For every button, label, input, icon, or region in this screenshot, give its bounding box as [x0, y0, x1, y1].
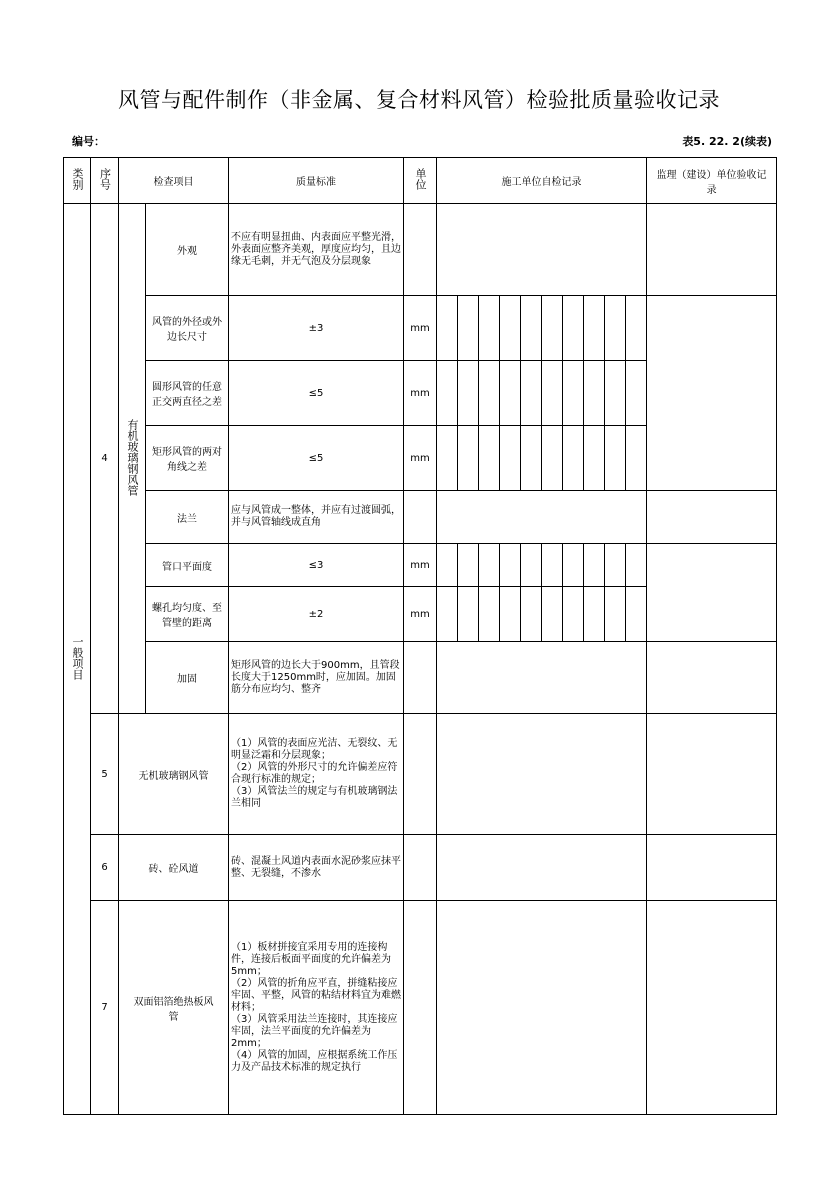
header-row — [64, 158, 777, 204]
item-standard: ±2 — [229, 587, 404, 642]
check-cell[interactable] — [521, 426, 542, 491]
check-cell[interactable] — [479, 587, 500, 642]
check-cell[interactable] — [500, 361, 521, 426]
self-check-cell[interactable] — [437, 204, 647, 296]
item-standard: （1）板材拼接宜采用专用的连接构件，连接后板面平面度的允许偏差为5mm； （2）风管的折角应平直，拼缝粘接应牢固、平整，风管的粘结材料宜为难燃材料； （3）风管采用法兰连接时，其连接应牢固，法兰平面度的允许偏差为2mm； （4）风管的加固，应根据系统工作压力及产品技术标准的规定执行 — [229, 901, 404, 1115]
check-cell[interactable] — [542, 426, 563, 491]
header-standard: 质量标准 — [229, 158, 404, 204]
check-cell[interactable] — [521, 361, 542, 426]
table-ref: 表5. 22. 2(续表) — [682, 135, 772, 148]
supervision-cell[interactable] — [647, 544, 777, 642]
item-name: 无机玻璃钢风管 — [119, 714, 229, 835]
check-cell[interactable] — [626, 361, 647, 426]
check-cell[interactable] — [458, 426, 479, 491]
table-row — [64, 714, 777, 835]
item-name: 管口平面度 — [146, 544, 229, 587]
item-name: 外观 — [146, 204, 229, 296]
supervision-cell[interactable] — [647, 714, 777, 835]
check-cell[interactable] — [605, 587, 626, 642]
check-cell[interactable] — [458, 544, 479, 587]
check-cell[interactable] — [563, 296, 584, 361]
check-cell[interactable] — [500, 426, 521, 491]
check-cell[interactable] — [584, 587, 605, 642]
check-cell[interactable] — [458, 361, 479, 426]
supervision-cell[interactable] — [647, 901, 777, 1115]
seq-cell: 7 — [91, 901, 119, 1115]
item-unit: mm — [404, 361, 437, 426]
header-self-check: 施工单位自检记录 — [437, 158, 647, 204]
item-unit: mm — [404, 544, 437, 587]
item-unit — [404, 901, 437, 1115]
check-cell[interactable] — [563, 361, 584, 426]
item-standard: （1）风管的表面应光洁、无裂纹、无明显泛霜和分层现象； （2）风管的外形尺寸的允许偏差应符合现行标准的规定； （3）风管法兰的规定与有机玻璃钢法兰相同 — [229, 714, 404, 835]
number-label: 编号： — [72, 135, 105, 148]
check-cell[interactable] — [605, 544, 626, 587]
header-unit: 单位 — [404, 158, 437, 204]
check-cell[interactable] — [584, 426, 605, 491]
check-cell[interactable] — [437, 426, 458, 491]
item-unit — [404, 642, 437, 714]
header-seq: 序号 — [91, 158, 119, 204]
check-cell[interactable] — [584, 361, 605, 426]
item-name: 加固 — [146, 642, 229, 714]
check-cell[interactable] — [626, 587, 647, 642]
check-cell[interactable] — [458, 296, 479, 361]
check-cell[interactable] — [626, 544, 647, 587]
seq-cell: 6 — [91, 835, 119, 901]
supervision-cell[interactable] — [647, 491, 777, 544]
header-category: 类别 — [64, 158, 91, 204]
item-unit — [404, 204, 437, 296]
check-cell[interactable] — [479, 296, 500, 361]
item-standard: ≤3 — [229, 544, 404, 587]
check-cell[interactable] — [542, 587, 563, 642]
item-unit — [404, 491, 437, 544]
header-item: 检查项目 — [119, 158, 229, 204]
item-standard: 不应有明显扭曲、内表面应平整光滑，外表面应整齐美观，厚度应均匀，且边缘无毛刺，并无气泡及分层现象 — [229, 204, 404, 296]
category-cell: 一般项目 — [64, 204, 91, 1115]
supervision-cell[interactable] — [647, 296, 777, 491]
check-cell[interactable] — [542, 544, 563, 587]
item-name: 风管的外径或外边长尺寸 — [146, 296, 229, 361]
table-row — [64, 296, 777, 361]
item-standard: ≤5 — [229, 426, 404, 491]
check-cell[interactable] — [605, 361, 626, 426]
check-cell[interactable] — [479, 426, 500, 491]
item-standard: ≤5 — [229, 361, 404, 426]
check-cell[interactable] — [479, 361, 500, 426]
page-title: 风管与配件制作（非金属、复合材料风管）检验批质量验收记录 — [118, 88, 720, 112]
item-unit — [404, 835, 437, 901]
item-standard: ±3 — [229, 296, 404, 361]
check-cell[interactable] — [521, 587, 542, 642]
supervision-cell[interactable] — [647, 642, 777, 714]
check-cell[interactable] — [521, 296, 542, 361]
item-name: 螺孔均匀度、至管壁的距离 — [146, 587, 229, 642]
item-name: 矩形风管的两对角线之差 — [146, 426, 229, 491]
check-cell[interactable] — [437, 296, 458, 361]
check-cell[interactable] — [563, 426, 584, 491]
item-standard: 应与风管成一整体，并应有过渡圆弧，并与风管轴线成直角 — [229, 491, 404, 544]
inspection-table — [63, 157, 777, 1115]
check-cell[interactable] — [563, 544, 584, 587]
item-unit: mm — [404, 426, 437, 491]
item-unit — [404, 714, 437, 835]
table-row — [64, 204, 777, 296]
self-check-cell[interactable] — [437, 491, 647, 544]
check-cell[interactable] — [500, 587, 521, 642]
check-cell[interactable] — [626, 426, 647, 491]
item-name: 砖、砼风道 — [119, 835, 229, 901]
item-name: 圆形风管的任意正交两直径之差 — [146, 361, 229, 426]
header-supervision: 监理（建设）单位验收记录 — [647, 158, 777, 204]
check-cell[interactable] — [521, 544, 542, 587]
supervision-cell[interactable] — [647, 835, 777, 901]
table-row — [64, 835, 777, 901]
item-name: 法兰 — [146, 491, 229, 544]
check-cell[interactable] — [479, 544, 500, 587]
check-cell[interactable] — [626, 296, 647, 361]
check-cell[interactable] — [542, 296, 563, 361]
check-cell[interactable] — [563, 587, 584, 642]
table-row — [64, 491, 777, 544]
item-name: 双面铝箔绝热板风管 — [119, 901, 229, 1115]
table-row — [64, 544, 777, 587]
check-cell[interactable] — [542, 361, 563, 426]
self-check-cell[interactable] — [437, 714, 647, 835]
check-cell[interactable] — [458, 587, 479, 642]
check-cell[interactable] — [605, 426, 626, 491]
self-check-cell[interactable] — [437, 901, 647, 1115]
check-cell[interactable] — [584, 296, 605, 361]
check-cell[interactable] — [605, 296, 626, 361]
check-cell[interactable] — [500, 544, 521, 587]
item-standard: 矩形风管的边长大于900mm，且管段长度大于1250mm时，应加固。加固筋分布应均匀、整齐 — [229, 642, 404, 714]
item-unit: mm — [404, 296, 437, 361]
item-standard: 砖、混凝土风道内表面水泥砂浆应抹平整、无裂缝，不渗水 — [229, 835, 404, 901]
table-row — [64, 642, 777, 714]
table-row — [64, 901, 777, 1115]
check-cell[interactable] — [437, 361, 458, 426]
supervision-cell[interactable] — [647, 204, 777, 296]
check-cell[interactable] — [437, 587, 458, 642]
self-check-cell[interactable] — [437, 642, 647, 714]
group-name-cell: 有机玻璃钢风管 — [119, 204, 146, 714]
seq-cell: 4 — [91, 204, 119, 714]
item-unit: mm — [404, 587, 437, 642]
self-check-cell[interactable] — [437, 835, 647, 901]
check-cell[interactable] — [584, 544, 605, 587]
check-cell[interactable] — [437, 544, 458, 587]
seq-cell: 5 — [91, 714, 119, 835]
check-cell[interactable] — [500, 296, 521, 361]
